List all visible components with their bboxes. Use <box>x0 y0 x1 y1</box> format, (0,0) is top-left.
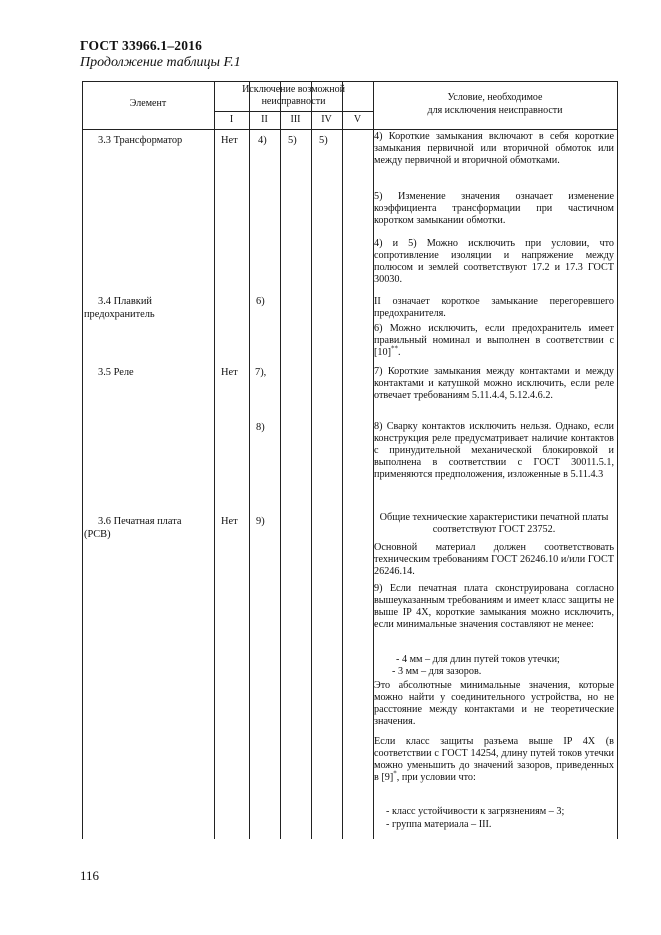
element-relay: 3.5 Реле <box>98 367 134 378</box>
column-header-fault-i: I <box>229 114 234 125</box>
element-pcb-line2: (PCB) <box>84 529 111 540</box>
document-header-standard: ГОСТ 33966.1–2016 <box>80 38 203 53</box>
column-header-exclusion-line2: неисправности <box>261 96 326 107</box>
column-header-fault-ii: II <box>261 114 268 125</box>
condition-pcb-connector-end: , при условии что: <box>396 771 476 783</box>
cell-3-4-fault-ii: 6) <box>256 296 265 307</box>
condition-fuse-rating-end: . <box>397 346 401 358</box>
cell-3-3-fault-iii: 5) <box>288 135 297 146</box>
column-header-fault-iv: IV <box>321 114 332 125</box>
footnote-mark-single: * <box>393 769 397 778</box>
column-header-condition-line1: Условие, необходимое <box>447 92 543 103</box>
element-transformer: 3.3 Трансформатор <box>98 135 183 146</box>
cell-3-6-fault-i: Нет <box>221 516 238 527</box>
cell-3-5-fault-ii: 7), <box>255 367 267 378</box>
condition-pcb-material-group: - группа материала – III. <box>386 819 492 830</box>
element-fuse-line2: предохранитель <box>84 309 155 320</box>
condition-relay-welding: 8) Сварку контактов исключить нельзя. Однако, если конструкция реле предусматривает наличие контактов с принудительной механической блокировкой и выполнена в соответствии с ГОСТ 30011.5.1, применяются предположения, изложенные в 5.11.4.3 <box>374 421 614 480</box>
condition-pcb-pollution-class: - класс устойчивости к загрязнениям – 3; <box>386 806 565 817</box>
cell-3-3-fault-iv: 5) <box>319 135 328 146</box>
element-fuse-line1: 3.4 Плавкий <box>98 296 152 307</box>
column-header-element: Элемент <box>129 98 167 109</box>
table-continuation-caption: Продолжение таблицы F.1 <box>80 55 241 70</box>
column-header-fault-iii: III <box>290 114 301 125</box>
condition-pcb-general: Общие технические характеристики печатной платы соответствуют ГОСТ 23752. <box>379 512 609 535</box>
condition-pcb-connector-text: Если класс защиты разъема выше IP 4X (в соответствии с ГОСТ 14254, длину путей токов утечки можно уменьшить до значений зазоров, приведенных в [9] <box>374 736 614 783</box>
column-header-fault-v: V <box>353 114 362 125</box>
cell-3-6-fault-ii: 9) <box>256 516 265 527</box>
cell-3-5-fault-i: Нет <box>221 367 238 378</box>
condition-transformer-insulation: 4) и 5) Можно исключить при условии, что сопротивление изоляции и напряжение между полюсом и землей соответствуют 17.2 и 17.3 ГОСТ 30030. <box>374 238 614 285</box>
condition-pcb-absolute-min: Это абсолютные минимальные значения, которые можно найти у соединительного устройства, но не расстояние между контактами и не теоретические значения. <box>374 680 614 727</box>
element-pcb-line1: 3.6 Печатная плата <box>98 516 182 527</box>
condition-fuse-meaning: II означает короткое замыкание перегоревшего предохранителя. <box>374 296 614 319</box>
condition-pcb-material: Основной материал должен соответствовать техническим требованиям ГОСТ 26246.10 и/или ГОСТ 26246.14. <box>374 542 614 577</box>
condition-fuse-rating-text: 6) Можно исключить, если предохранитель имеет правильный номинал и выполнен в соответствии с [10] <box>374 323 614 358</box>
condition-pcb-short-circuit: 9) Если печатная плата сконструирована согласно вышеуказанным требованиям и имеет класс защиты не выше IP 4X, короткие замыкания можно исключить, если минимальные значения составляют не менее: <box>374 583 614 630</box>
column-header-condition-line2: для исключения неисправности <box>427 105 563 116</box>
cell-3-3-fault-ii: 4) <box>258 135 267 146</box>
condition-transformer-ratio: 5) Изменение значения означает изменение коэффициента трансформации при частичном коротком замыкании обмотки. <box>374 191 614 226</box>
column-header-exclusion-line1: Исключение возможной <box>242 84 345 95</box>
condition-transformer-short-circuit: 4) Короткие замыкания включают в себя короткие замыкания первичной или вторичной обмоток или между первичной и вторичной обмотками. <box>374 131 614 166</box>
cell-3-3-fault-i: Нет <box>221 135 238 146</box>
condition-relay-short-circuit: 7) Короткие замыкания между контактами и между контактами и катушкой можно исключить, если реле отвечает требованиям 5.11.4.4, 5.12.4.6.2. <box>374 366 614 401</box>
condition-pcb-clearance: - 3 мм – для зазоров. <box>392 666 482 677</box>
condition-pcb-creepage: - 4 мм – для длин путей токов утечки; <box>396 654 560 665</box>
condition-pcb-connector-ip <box>374 736 614 784</box>
cell-3-5-fault-ii-cont: 8) <box>256 422 265 433</box>
page-number: 116 <box>80 868 100 883</box>
condition-fuse-rating <box>374 323 614 359</box>
footnote-mark-double: ** <box>390 344 398 353</box>
